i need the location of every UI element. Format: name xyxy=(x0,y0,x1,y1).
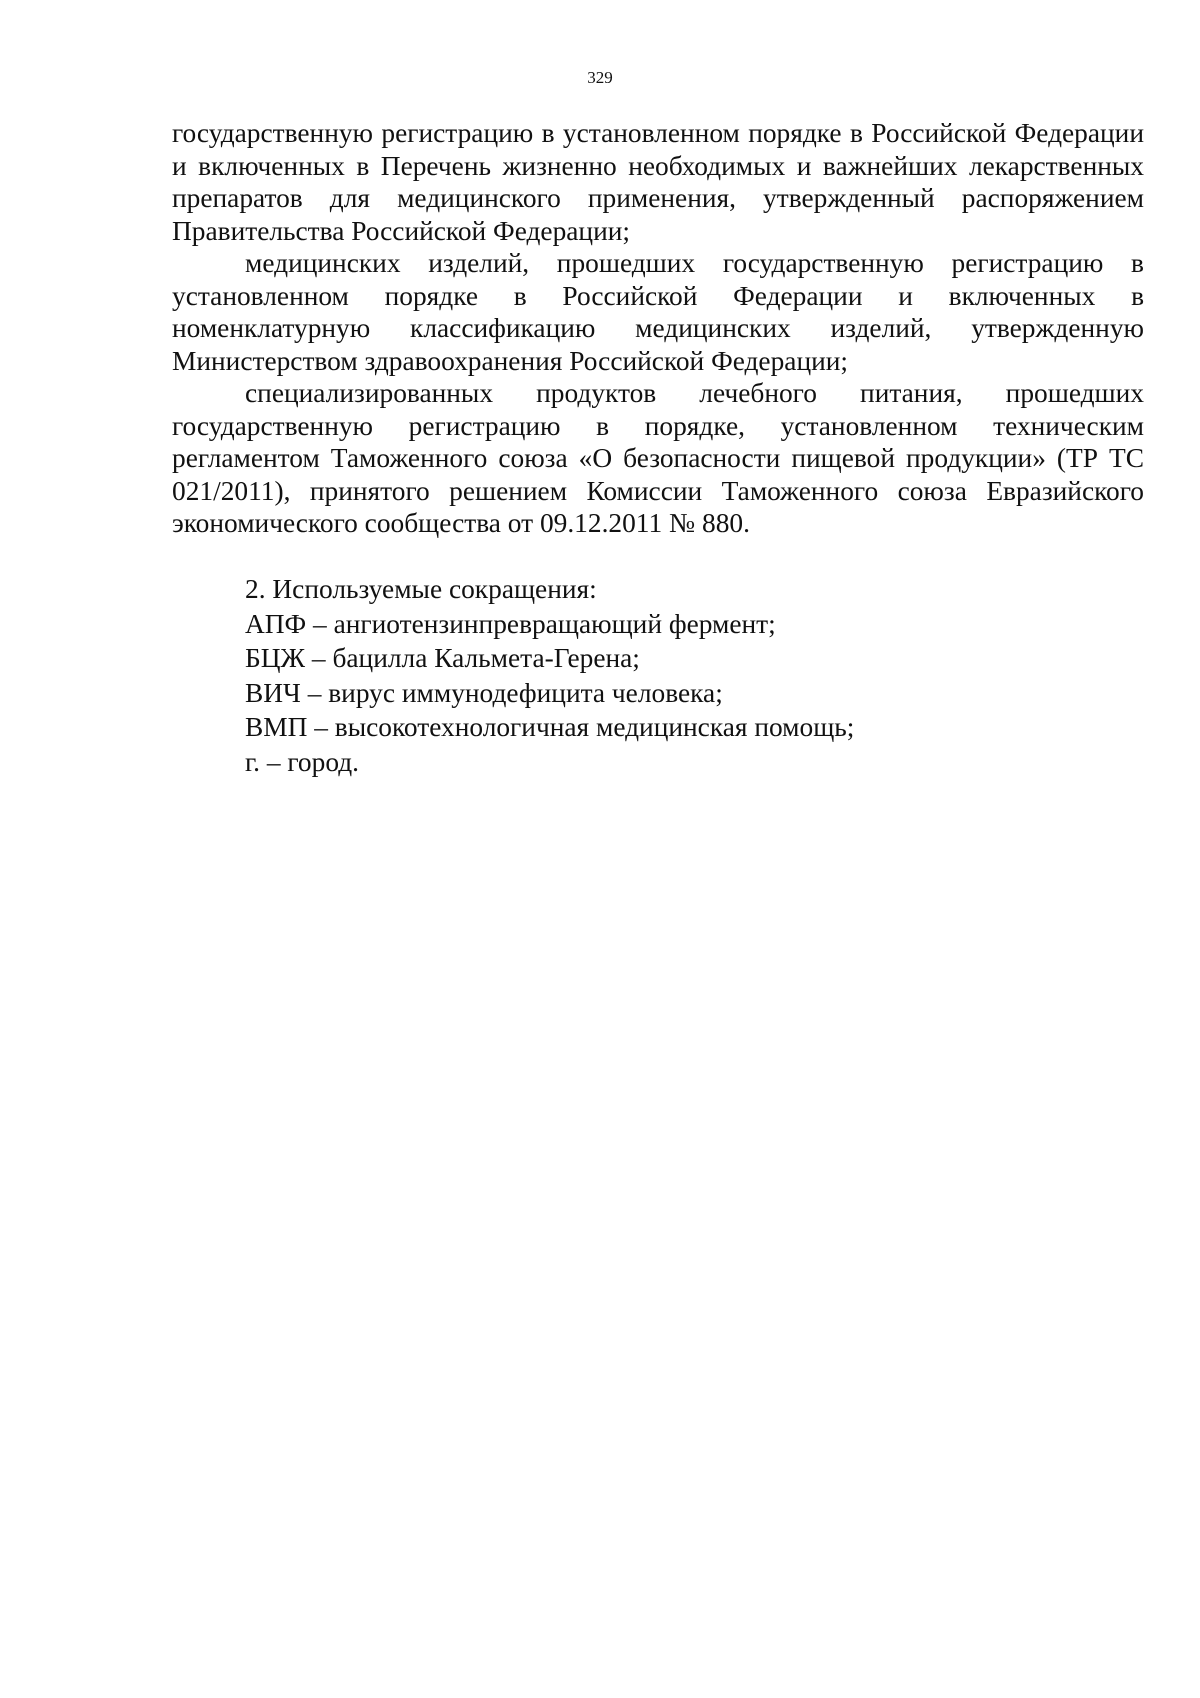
abbreviation-item: АПФ – ангиотензинпревращающий фермент; xyxy=(245,608,776,639)
abbreviations-heading: 2. Используемые сокращения: xyxy=(245,574,597,604)
abbreviation-item: г. – город. xyxy=(245,746,360,777)
page-number: 329 xyxy=(587,68,613,87)
paragraph-continuation: государственную регистрацию в установленном порядке в Российской Федерации и включенных в Перечень жизненно необходимых и важнейших лекарственных препаратов для медицинского применения, утвержденный распоряжением Правительства Российской Федерации; xyxy=(172,118,1144,246)
body-text xyxy=(172,117,1144,540)
abbreviation-item: ВИЧ – вирус иммунодефицита человека; xyxy=(245,677,723,708)
paragraph-medical-devices: медицинских изделий, прошедших государственную регистрацию в установленном порядке в Российской Федерации и включенных в номенклатурную классификацию медицинских изделий, утвержденную Министерством здравоохранения Российской Федерации; xyxy=(172,248,1144,376)
abbreviation-item: ВМП – высокотехнологичная медицинская помощь; xyxy=(245,712,855,742)
abbreviation-item: БЦЖ – бацилла Кальмета-Герена; xyxy=(245,643,640,673)
abbreviations-section xyxy=(245,572,1145,779)
paragraph-specialized-nutrition: специализированных продуктов лечебного питания, прошедших государственную регистрацию в порядке, установленном техническим регламентом Таможенного союза «О безопасности пищевой продукции» (ТР ТС 021/2011), принятого решением Комиссии Таможенного союза Евразийского экономического сообщества от 09.12.2011 № 880. xyxy=(172,378,1144,538)
